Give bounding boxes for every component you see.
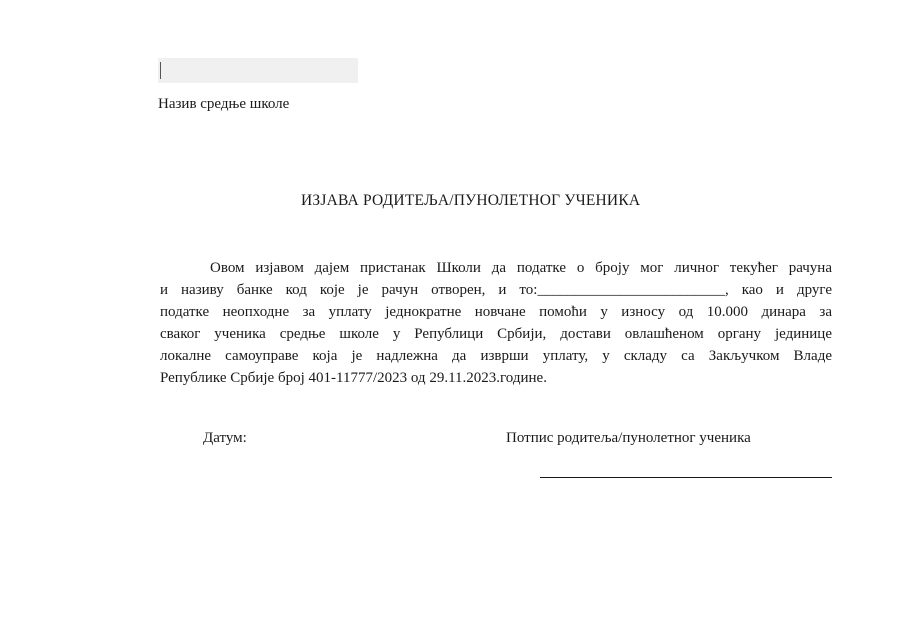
date-label: Датум:	[203, 430, 247, 446]
text-cursor	[160, 62, 161, 79]
document-title: ИЗЈАВА РОДИТЕЉА/ПУНОЛЕТНОГ УЧЕНИКА	[301, 192, 641, 209]
signature-label: Потпис родитеља/пунолетног ученика	[506, 430, 751, 446]
declaration-line: податке неопходне за уплату једнократне новчане помоћи у износу од 10.000 динара за	[160, 304, 832, 320]
declaration-body	[160, 257, 832, 389]
school-name-label: Назив средње школе	[158, 96, 290, 112]
declaration-line: локалне самоуправе која је надлежна да изврши уплату, у складу са Закључком Владе	[160, 348, 832, 364]
declaration-line: и називу банке код које је рачун отворен, и то:_________________________, као и друге	[160, 282, 832, 298]
declaration-line: Овом изјавом дајем пристанак Школи да податке о броју мог личног текућег рачуна	[210, 260, 832, 276]
declaration-line: сваког ученика средње школе у Републици Србији, достави овлашћеном органу јединице	[160, 326, 832, 342]
school-name-field	[158, 58, 358, 83]
signature-line	[540, 477, 832, 478]
declaration-line: Републике Србије број 401-11777/2023 од 29.11.2023.године.	[160, 370, 547, 386]
